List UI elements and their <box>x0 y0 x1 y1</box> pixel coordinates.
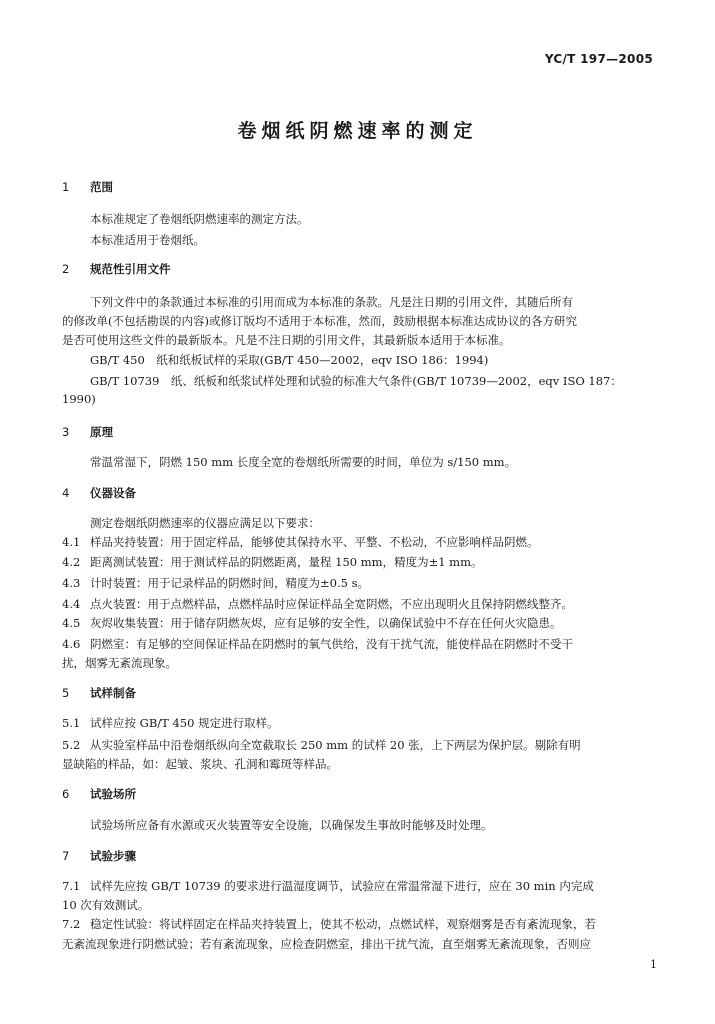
clause-text: 计时装置：用于记录样品的阴燃时间，精度为±0.5 s。 <box>90 576 369 590</box>
clause-text: 从实验室样品中沿卷烟纸纵向全宽截取长 250 mm 的试样 20 张，上下两层为保护层。剔除有明 <box>90 738 581 752</box>
section-number: 3 <box>62 425 70 439</box>
clause-line <box>62 917 660 931</box>
section-title: 规范性引用文件 <box>90 262 171 276</box>
section-heading <box>62 686 660 700</box>
section-number: 6 <box>62 787 70 801</box>
clause-line <box>62 716 660 730</box>
section-number: 4 <box>62 486 70 500</box>
reference-line: GB/T 10739 纸、纸板和纸浆试样处理和试验的标准大气条件(GB/T 10739—2002，eqv ISO 187： <box>90 374 622 388</box>
page-number: 1 <box>650 958 657 971</box>
clause-line <box>62 535 660 549</box>
paragraph-line: 扰，烟雾无紊流现象。 <box>62 656 177 670</box>
clause-number: 5.2 <box>62 738 81 752</box>
paragraph-line: 10 次有效测试。 <box>62 898 150 912</box>
clause-line <box>62 738 660 752</box>
paragraph-line: 常温常湿下，阴燃 150 mm 长度全宽的卷烟纸所需要的时间，单位为 s/150 mm。 <box>90 455 517 469</box>
clause-line <box>62 879 660 893</box>
clause-text: 点火装置：用于点燃样品，点燃样品时应保证样品全宽阴燃，不应出现明火且保持阴燃线整齐。 <box>90 597 573 611</box>
section-title: 原理 <box>90 425 113 439</box>
clause-number: 4.2 <box>62 555 81 569</box>
clause-number: 4.3 <box>62 576 81 590</box>
section-heading <box>62 787 660 801</box>
clause-number: 4.6 <box>62 637 81 651</box>
section-title: 试样制备 <box>90 686 136 700</box>
section-title: 试验步骤 <box>90 849 136 863</box>
clause-number: 4.4 <box>62 597 81 611</box>
section-heading <box>62 425 660 439</box>
paragraph-line: 显缺陷的样品，如：起皱、浆块、孔洞和霉斑等样品。 <box>62 757 338 771</box>
paragraph-line: 试验场所应备有水源或灭火装置等安全设施，以确保发生事故时能够及时处理。 <box>90 818 493 832</box>
clause-line <box>62 555 660 569</box>
paragraph-line: 下列文件中的条款通过本标准的引用而成为本标准的条款。凡是注日期的引用文件，其随后所有 <box>90 295 573 309</box>
clause-number: 5.1 <box>62 716 81 730</box>
clause-line <box>62 637 660 651</box>
clause-number: 4.5 <box>62 616 81 630</box>
paragraph-line: 测定卷烟纸阴燃速率的仪器应满足以下要求： <box>90 516 320 530</box>
clause-line <box>62 576 660 590</box>
clause-line <box>62 597 660 611</box>
section-heading <box>62 180 660 194</box>
clause-text: 距离测试装置：用于测试样品的阴燃距离，量程 150 mm，精度为±1 mm。 <box>90 555 483 569</box>
paragraph-line: 是否可使用这些文件的最新版本。凡是不注日期的引用文件，其最新版本适用于本标准。 <box>62 333 511 347</box>
paragraph-line: 的修改单(不包括勘误的内容)或修订版均不适用于本标准，然而，鼓励根据本标准达成协议的各方研究 <box>62 314 577 328</box>
paragraph-line: 本标准适用于卷烟纸。 <box>90 233 205 247</box>
section-title: 范围 <box>90 180 113 194</box>
clause-number: 7.1 <box>62 879 81 893</box>
section-title: 仪器设备 <box>90 486 136 500</box>
clause-line <box>62 616 660 630</box>
section-heading <box>62 849 660 863</box>
section-number: 1 <box>62 180 70 194</box>
section-number: 2 <box>62 262 70 276</box>
clause-text: 稳定性试验：将试样固定在样品夹持装置上，使其不松动，点燃试样，观察烟雾是否有紊流现象，若 <box>90 917 596 931</box>
reference-line: 1990) <box>62 392 96 406</box>
clause-number: 7.2 <box>62 917 81 931</box>
paragraph-line: 无紊流现象进行阴燃试验；若有紊流现象，应检查阴燃室，排出干扰气流，直至烟雾无紊流现象，否则应 <box>62 937 591 951</box>
clause-text: 样品夹持装置：用于固定样品，能够使其保持水平、平整、不松动，不应影响样品阴燃。 <box>90 535 539 549</box>
section-heading <box>62 262 660 276</box>
standard-code: YC/T 197—2005 <box>544 52 653 66</box>
reference-line: GB/T 450 纸和纸板试样的采取(GB/T 450—2002，eqv ISO 186：1994) <box>90 353 489 367</box>
clause-number: 4.1 <box>62 535 81 549</box>
section-number: 7 <box>62 849 70 863</box>
clause-text: 试样应按 GB/T 450 规定进行取样。 <box>90 716 279 730</box>
section-title: 试验场所 <box>90 787 136 801</box>
clause-text: 阴燃室：有足够的空间保证样品在阴燃时的氧气供给，没有干扰气流，能使样品在阴燃时不受干 <box>90 637 573 651</box>
clause-text: 试样先应按 GB/T 10739 的要求进行温湿度调节，试验应在常温常湿下进行，应在 30 min 内完成 <box>90 879 594 893</box>
section-heading <box>62 486 660 500</box>
document-title: 卷烟纸阴燃速率的测定 <box>237 120 478 142</box>
paragraph-line: 本标准规定了卷烟纸阴燃速率的测定方法。 <box>90 212 309 226</box>
clause-text: 灰烬收集装置：用于储存阴燃灰烬，应有足够的安全性，以确保试验中不存在任何火灾隐患。 <box>90 616 562 630</box>
section-number: 5 <box>62 686 70 700</box>
